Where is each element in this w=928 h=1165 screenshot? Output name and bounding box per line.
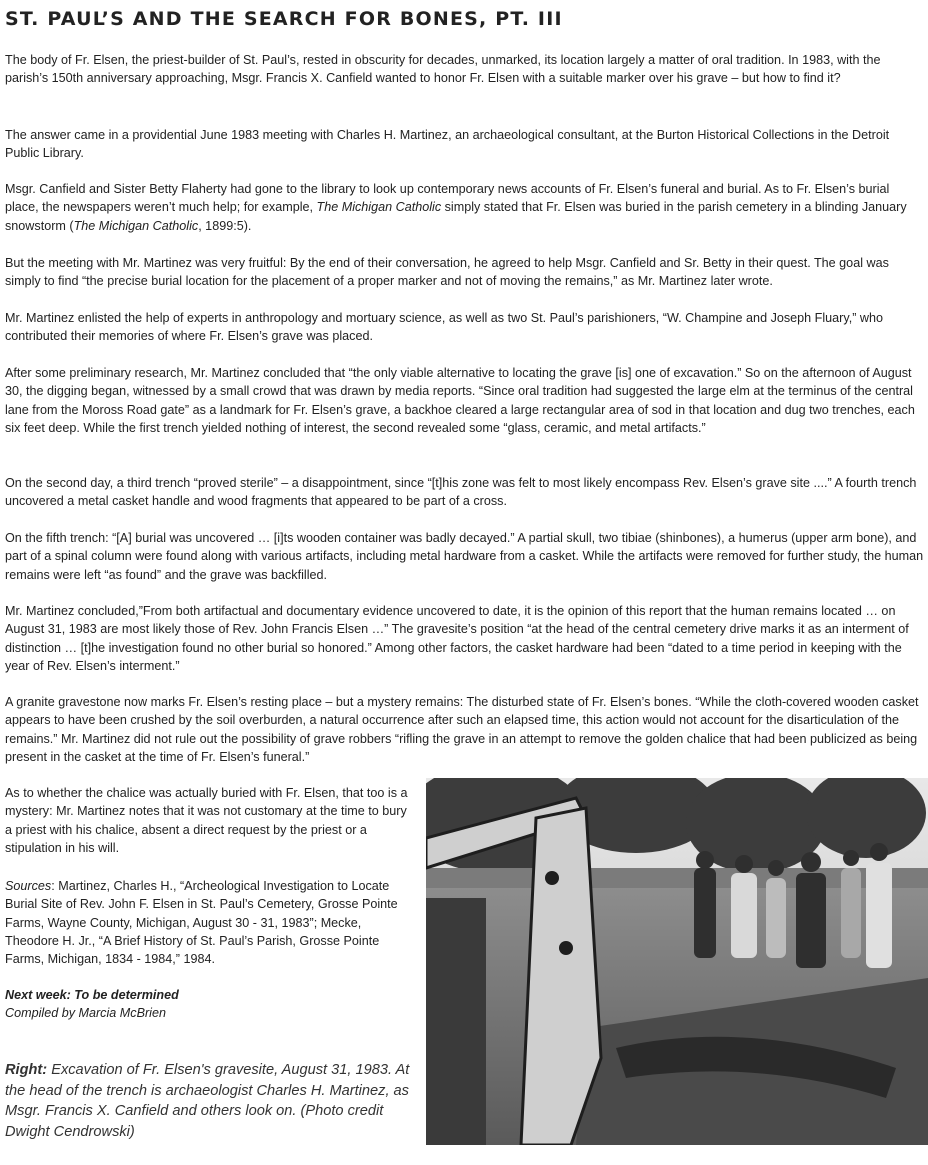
paragraph-library (5, 180, 925, 235)
sources-text: : Martinez, Charles H., “Archeological Investigation to Locate Burial Site of Rev. John F. Elsen in St. Paul’s Cemetery, Grosse Pointe Farms, Wayne County, Michigan, August 30 - 31, 1983”; Mecke, Theodore H. Jr., “A Brief History of St. Paul’s Parish, Grosse Pointe Farms, Michigan, 1834 - 1984,” 1984. (5, 879, 398, 967)
paragraph-excavation: After some preliminary research, Mr. Martinez concluded that “the only viable alternative to locating the grave [is] one of excavation.” So on the afternoon of August 30, the digging began, witnessed by a small crowd that was drawn by media reports. “Since oral tradition had suggested the large elm at the terminus of the central lane from the Moross Road gate” as a landmark for Fr. Elsen’s grave, a backhoe cleared a large rectangular area of sod in that location and dug two trenches, each six feet deep. While the first trench yielded nothing of interest, the second revealed some “glass, ceramic, and metal artifacts.” (5, 366, 915, 435)
paragraph-intro: The body of Fr. Elsen, the priest-builder of St. Paul’s, rested in obscurity for decades, unmarked, its location largely a matter of oral tradition. In 1983, with the parish’s 150th anniversary approaching, Msgr. Francis X. Canfield wanted to honor Fr. Elsen with a suitable marker over his grave – but how to find it? (5, 53, 881, 86)
caption-text: Excavation of Fr. Elsen's gravesite, August 31, 1983. At the head of the trench is archaeologist Charles H. Martinez, as Msgr. Francis X. Canfield and others look on. (Photo credit Dwight Cendrowski) (5, 1062, 410, 1140)
text-run: simply stated that Fr. Elsen was buried in the parish cemetery in a blinding January snowstorm ( (5, 200, 907, 233)
article-title: ST. PAUL’S AND THE SEARCH FOR BONES, PT. III (5, 8, 563, 30)
text-run: Msgr. Canfield and Sister Betty Flaherty had gone to the library to look up contemporary news accounts of Fr. Elsen’s funeral and burial. As to Fr. Elsen’s burial place, the newspapers weren’t much help; for example, (5, 182, 890, 215)
paragraph-mystery: A granite gravestone now marks Fr. Elsen’s resting place – but a mystery remains: The disturbed state of Fr. Elsen’s bones. “While the cloth-covered wooden casket appears to have been crushed by the soil overburden, a natural occurrence after such an elapsed time, this action would not account for the disarticulation of the remains.” Mr. Martinez did not rule out the possibility of grave robbers “rifling the grave in an attempt to remove the golden chalice that had been publicized as being present in the casket at the time of Fr. Elsen’s funeral.” (5, 695, 919, 764)
paragraph-quest: But the meeting with Mr. Martinez was very fruitful: By the end of their conversation, he agreed to help Msgr. Canfield and Sr. Betty in their quest. The goal was simply to find “the precise burial location for the placement of a proper marker and not of moving the remains,” as Mr. Martinez later wrote. (5, 256, 889, 289)
paragraph-meeting: The answer came in a providential June 1983 meeting with Charles H. Martinez, an archaeological consultant, at the Burton Historical Collections in the Detroit Public Library. (5, 128, 890, 161)
caption-label: Right: (5, 1062, 48, 1078)
paragraph-conclusion: Mr. Martinez concluded,”From both artifactual and documentary evidence uncovered to date, it is the opinion of this report that the human remains located … on August 31, 1983 are most likely those of Rev. John Francis Elsen …” The gravesite’s position “at the head of the central cemetery drive marks it as an interment of distinction … [t]he investigation found no other burial so honored.” Among other factors, the casket hardware had been “dated to a time period in keeping with the year of Rev. Elsen’s interment.” (5, 604, 909, 673)
text-run: , 1899:5). (198, 218, 252, 233)
paragraph-fifth-trench: On the fifth trench: “[A] burial was uncovered … [i]ts wooden container was badly decayed.” A partial skull, two tibiae (shinbones), a humerus (upper arm bone), and part of a spinal column were found along with various artifacts, including metal hardware from a casket. While the artifacts were removed for further study, the human remains were left “as found” and the grave was backfilled. (5, 531, 924, 582)
paragraph-experts: Mr. Martinez enlisted the help of experts in anthropology and mortuary science, as well as two St. Paul’s parishioners, “W. Champine and Joseph Fluary,” who contributed their memories of where Fr. Elsen’s grave was placed. (5, 311, 884, 344)
excavation-photo (426, 778, 928, 1145)
compiled-by: Compiled by Marcia McBrien (5, 1006, 166, 1020)
sources (5, 877, 417, 968)
sources-label: Sources (5, 879, 52, 893)
next-week: Next week: To be determined (5, 988, 179, 1002)
paragraph-chalice: As to whether the chalice was actually buried with Fr. Elsen, that too is a mystery: Mr. Martinez notes that it was not customary at the time to bury a priest with his chalice, absent a direct request by the priest or a stipulation in his will. (5, 786, 408, 855)
publication-name: The Michigan Catholic (316, 200, 442, 215)
photo-caption (5, 1060, 419, 1142)
paragraph-second-day: On the second day, a third trench “proved sterile” – a disappointment, since “[t]his zone was felt to most likely encompass Rev. Elsen’s grave site ....” A fourth trench uncovered a metal casket handle and wood fragments that appeared to be part of a cross. (5, 476, 917, 509)
publication-name: The Michigan Catholic (73, 218, 199, 233)
